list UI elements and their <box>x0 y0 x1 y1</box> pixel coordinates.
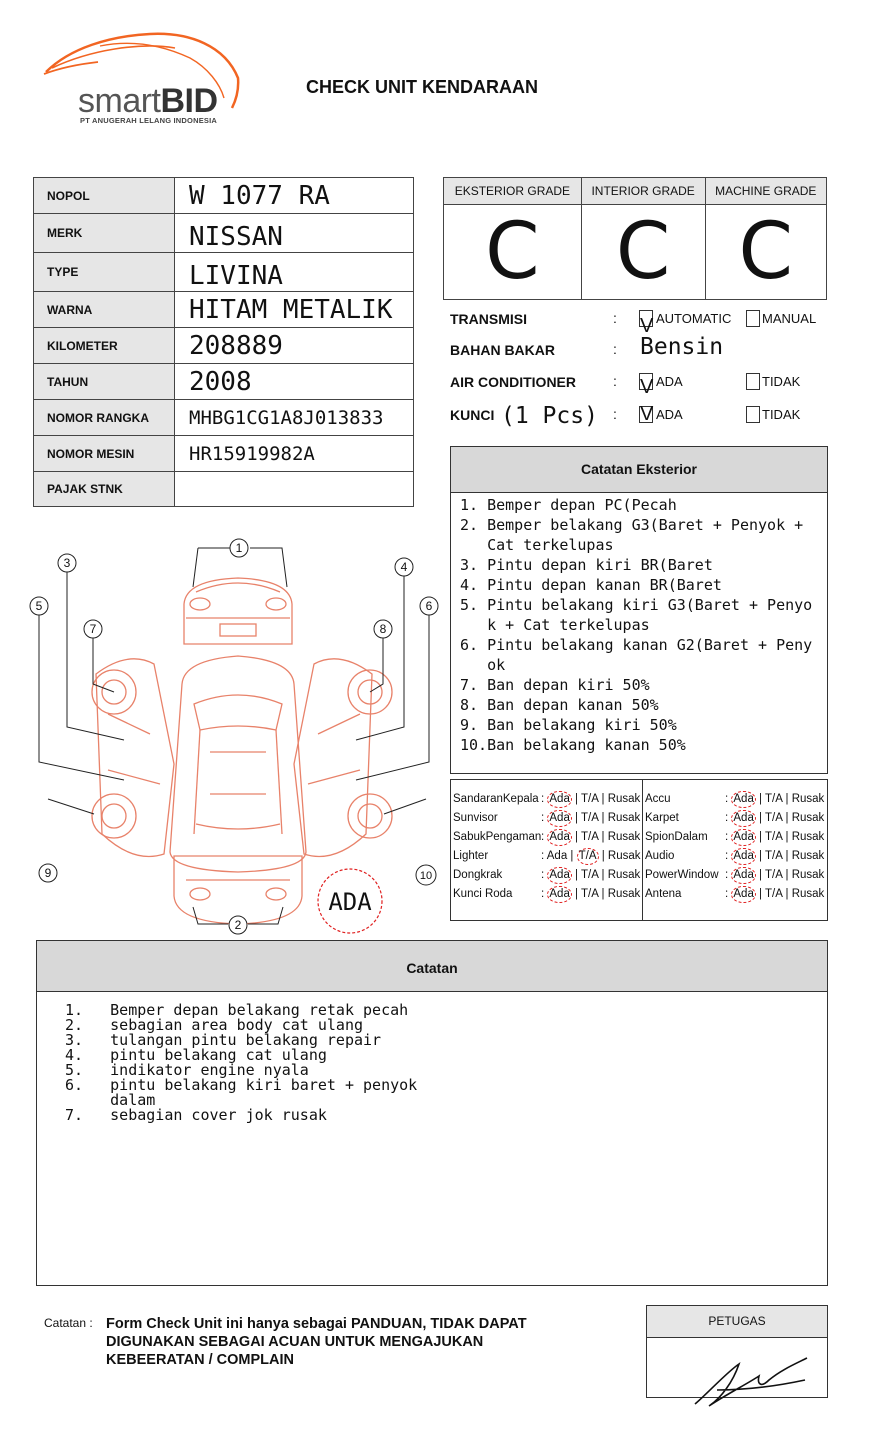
page-title: CHECK UNIT KENDARAAN <box>306 77 538 97</box>
accessory-option-rusak[interactable]: Rusak <box>791 812 825 824</box>
label-pajak: PAJAK STNK <box>34 472 175 507</box>
note-line: 7. sebagian cover jok rusak <box>65 1106 327 1124</box>
accessory-option-rusak[interactable]: Rusak <box>607 869 641 881</box>
accessory-row-right: SpionDalam : Ada | T/A | Rusak <box>645 828 825 847</box>
value-rangka: MHBG1CG1A8J013833 <box>175 400 414 436</box>
logo-wordmark: smartBID <box>78 82 218 120</box>
accessory-row-right: Audio : Ada | T/A | Rusak <box>645 847 825 866</box>
exterior-note-line: 9. Ban belakang kiri 50% <box>460 716 677 734</box>
exterior-note-line: 8. Ban depan kanan 50% <box>460 696 659 714</box>
accessories-divider <box>642 780 643 920</box>
accessory-option-ta[interactable]: T/A <box>577 848 599 865</box>
svg-text:2: 2 <box>234 918 242 932</box>
value-tahun: 2008 <box>175 364 414 400</box>
callout-leader-lines <box>39 548 429 924</box>
callout-6 <box>420 597 438 615</box>
svg-text:6: 6 <box>425 599 433 613</box>
exterior-note-line: 3. Pintu depan kiri BR(Baret <box>460 556 713 574</box>
logo-subtitle: PT ANUGERAH LELANG INDONESIA <box>80 116 217 125</box>
exterior-notes-title: Catatan Eksterior <box>451 447 827 493</box>
info-row-tahun <box>34 364 414 400</box>
callout-1 <box>230 539 248 557</box>
accessory-option-rusak[interactable]: Rusak <box>791 869 825 881</box>
accessory-row-left: SabukPengaman: Ada | T/A | Rusak <box>453 828 641 847</box>
ac-colon: : <box>613 373 617 389</box>
bahan-bakar-value: Bensin <box>640 334 724 360</box>
kunci-check-mark: V <box>640 403 654 425</box>
info-row-kilometer <box>34 328 414 364</box>
svg-text:9: 9 <box>44 866 52 880</box>
svg-text:8: 8 <box>379 622 387 636</box>
info-row-warna <box>34 292 414 328</box>
accessory-option-ta[interactable]: T/A <box>581 812 599 824</box>
notes-box <box>36 940 828 1286</box>
kunci-count: (1 Pcs) <box>501 403 598 429</box>
accessory-option-ada[interactable]: Ada <box>547 829 571 846</box>
ac-ada-label: ADA <box>656 374 683 389</box>
exterior-note-line: 7. Ban depan kiri 50% <box>460 676 650 694</box>
callout-9 <box>39 864 57 882</box>
ac-tidak-label: TIDAK <box>762 374 801 389</box>
note-line: 3. tulangan pintu belakang repair <box>65 1031 382 1049</box>
value-warna: HITAM METALIK <box>175 292 414 328</box>
label-merk: MERK <box>34 214 175 253</box>
notes-title: Catatan <box>37 941 827 992</box>
transmisi-colon: : <box>613 310 617 326</box>
accessory-option-ada[interactable]: Ada <box>731 867 755 884</box>
accessory-option-ta[interactable]: T/A <box>581 888 599 900</box>
accessory-name: SabukPengaman <box>453 831 542 843</box>
accessory-option-rusak[interactable]: Rusak <box>791 831 825 843</box>
accessory-option-rusak[interactable]: Rusak <box>791 888 825 900</box>
petugas-title: PETUGAS <box>647 1306 827 1338</box>
callout-8 <box>374 620 392 638</box>
notes-list <box>65 1003 417 1123</box>
accessory-row-right: PowerWindow : Ada | T/A | Rusak <box>645 866 825 885</box>
accessory-row-left: Sunvisor : Ada | T/A | Rusak <box>453 809 641 828</box>
note-line: 5. indikator engine nyala <box>65 1061 309 1079</box>
car-damage-diagram <box>24 534 444 938</box>
value-pajak <box>175 472 414 507</box>
callout-4 <box>395 558 413 576</box>
value-kilometer: 208889 <box>175 328 414 364</box>
accessory-option-ta[interactable]: T/A <box>581 869 599 881</box>
accessory-row-left: Kunci Roda : Ada | T/A | Rusak <box>453 885 641 904</box>
exterior-note-line: 4. Pintu depan kanan BR(Baret <box>460 576 722 594</box>
exterior-note-line: 6. Pintu belakang kanan G2(Baret + Peny <box>460 636 813 654</box>
transmisi-check-mark: V <box>640 315 654 337</box>
kunci-colon: : <box>613 406 617 422</box>
info-row-type <box>34 253 414 292</box>
accessories-right-column <box>645 790 825 904</box>
accessories-box <box>450 779 828 921</box>
exterior-note-line: 10.Ban belakang kanan 50% <box>460 736 686 754</box>
accessory-option-ta[interactable]: T/A <box>765 888 783 900</box>
exterior-note-line: 2. Bemper belakang G3(Baret + Penyok + <box>460 516 804 534</box>
accessory-option-rusak[interactable]: Rusak <box>791 793 825 805</box>
accessories-left-column <box>453 790 641 904</box>
accessory-option-ta[interactable]: T/A <box>581 831 599 843</box>
grade-label-exterior: EKSTERIOR GRADE <box>444 178 582 205</box>
accessory-option-ada[interactable]: Ada <box>731 810 755 827</box>
accessory-option-rusak[interactable]: Rusak <box>607 793 641 805</box>
accessory-name: SpionDalam <box>645 831 708 843</box>
svg-text:7: 7 <box>89 622 97 636</box>
exterior-note-line: k + Cat terkelupas <box>460 616 650 634</box>
accessory-option-rusak[interactable]: Rusak <box>607 888 641 900</box>
svg-text:5: 5 <box>35 599 43 613</box>
grade-value-exterior: C <box>444 205 582 300</box>
accessory-option-rusak[interactable]: Rusak <box>607 850 641 862</box>
callout-10 <box>416 865 436 885</box>
value-mesin: HR15919982A <box>175 436 414 472</box>
accessory-option-rusak[interactable]: Rusak <box>607 812 641 824</box>
callout-2 <box>229 916 247 934</box>
accessory-name: PowerWindow <box>645 869 719 881</box>
accessory-option-rusak[interactable]: Rusak <box>607 831 641 843</box>
accessory-row-left: SandaranKepala : Ada | T/A | Rusak <box>453 790 641 809</box>
accessory-option-ada[interactable]: Ada <box>547 810 571 827</box>
accessory-option-ada[interactable]: Ada <box>547 886 571 903</box>
accessory-option-ada[interactable]: Ada <box>547 791 571 808</box>
callout-3 <box>58 554 76 572</box>
accessory-name: Audio <box>645 850 675 862</box>
accessory-row-right: Accu : Ada | T/A | Rusak <box>645 790 825 809</box>
footer-label: Catatan : <box>44 1316 93 1330</box>
accessory-row-right: Karpet : Ada | T/A | Rusak <box>645 809 825 828</box>
grade-label-interior: INTERIOR GRADE <box>581 178 705 205</box>
grade-value-interior: C <box>581 205 705 300</box>
ac-check-mark: V <box>640 376 654 398</box>
exterior-note-line: 1. Bemper depan PC(Pecah <box>460 496 677 514</box>
note-line: 1. Bemper depan belakang retak pecah <box>65 1001 409 1019</box>
accessory-option-rusak[interactable]: Rusak <box>791 850 825 862</box>
kunci-label: KUNCI <box>450 407 495 423</box>
accessory-option-ta[interactable]: T/A <box>765 831 783 843</box>
exterior-notes-box <box>450 446 828 774</box>
svg-text:1: 1 <box>235 541 243 555</box>
transmisi-label: TRANSMISI <box>450 311 527 327</box>
accessory-option-ta[interactable]: T/A <box>765 793 783 805</box>
note-line: 4. pintu belakang cat ulang <box>65 1046 327 1064</box>
label-tahun: TAHUN <box>34 364 175 400</box>
ac-label: AIR CONDITIONER <box>450 374 576 390</box>
value-nopol: W 1077 RA <box>175 178 414 214</box>
grade-table <box>443 177 827 300</box>
accessory-option-ta[interactable]: T/A <box>765 812 783 824</box>
accessory-name: SandaranKepala <box>453 793 539 805</box>
svg-text:ADA: ADA <box>328 888 372 916</box>
accessory-name: Antena <box>645 888 682 900</box>
accessory-name: Lighter <box>453 850 489 862</box>
footer-disclaimer: Form Check Unit ini hanya sebagai PANDUAN, TIDAK DAPAT DIGUNAKAN SEBAGAI ACUAN UNTUK MENGAJUKAN KEBEERATAN / COMPLAIN <box>106 1316 527 1368</box>
info-row-nopol <box>34 178 414 214</box>
value-merk: NISSAN <box>175 214 414 253</box>
transmisi-manual-label: MANUAL <box>762 311 817 326</box>
note-line: 6. pintu belakang kiri baret + penyok <box>65 1076 418 1094</box>
callout-markers <box>30 539 438 934</box>
ac-tidak-checkbox[interactable] <box>746 373 760 395</box>
exterior-note-line: Cat terkelupas <box>460 536 614 554</box>
grade-label-machine: MACHINE GRADE <box>705 178 826 205</box>
accessory-option-ada[interactable]: Ada <box>731 791 755 808</box>
label-type: TYPE <box>34 253 175 292</box>
accessory-row-left: Lighter : Ada | T/A | Rusak <box>453 847 641 866</box>
info-row-pajak <box>34 472 414 507</box>
accessory-row-left: Dongkrak : Ada | T/A | Rusak <box>453 866 641 885</box>
bahan-bakar-colon: : <box>613 341 617 357</box>
label-rangka: NOMOR RANGKA <box>34 400 175 436</box>
signature <box>687 1354 817 1410</box>
exterior-notes-list <box>460 495 812 755</box>
accessory-option-ta[interactable]: T/A <box>765 869 783 881</box>
accessory-option-ada[interactable]: Ada <box>547 867 571 884</box>
accessory-option-ada[interactable]: Ada <box>731 829 755 846</box>
vehicle-info-table <box>33 177 414 507</box>
accessory-option-ada[interactable]: Ada <box>731 886 755 903</box>
accessory-row-right: Antena : Ada | T/A | Rusak <box>645 885 825 904</box>
accessory-option-ta[interactable]: T/A <box>765 850 783 862</box>
callout-5 <box>30 597 48 615</box>
callout-7 <box>84 620 102 638</box>
accessory-option-ada[interactable]: Ada <box>546 850 568 862</box>
accessory-name: Kunci Roda <box>453 888 513 900</box>
exterior-note-line: 5. Pintu belakang kiri G3(Baret + Penyo <box>460 596 813 614</box>
svg-text:4: 4 <box>400 560 408 574</box>
svg-text:3: 3 <box>63 556 71 570</box>
transmisi-manual-checkbox[interactable] <box>746 310 760 332</box>
kunci-tidak-checkbox[interactable] <box>746 406 760 428</box>
exterior-note-line: ok <box>460 656 506 674</box>
accessory-option-ta[interactable]: T/A <box>581 793 599 805</box>
label-nopol: NOPOL <box>34 178 175 214</box>
accessory-option-ada[interactable]: Ada <box>731 848 755 865</box>
note-line: dalam <box>65 1091 156 1109</box>
grade-value-machine: C <box>705 205 826 300</box>
kunci-tidak-label: TIDAK <box>762 407 801 422</box>
accessory-name: Karpet <box>645 812 679 824</box>
spare-tire-indicator <box>318 869 382 933</box>
info-row-merk <box>34 214 414 253</box>
accessory-name: Accu <box>645 793 671 805</box>
note-line: 2. sebagian area body cat ulang <box>65 1016 364 1034</box>
label-mesin: NOMOR MESIN <box>34 436 175 472</box>
value-type: LIVINA <box>175 253 414 292</box>
label-kilometer: KILOMETER <box>34 328 175 364</box>
bahan-bakar-label: BAHAN BAKAR <box>450 342 555 358</box>
accessory-name: Sunvisor <box>453 812 498 824</box>
transmisi-automatic-label: AUTOMATIC <box>656 311 732 326</box>
accessory-name: Dongkrak <box>453 869 503 881</box>
svg-text:10: 10 <box>419 870 433 882</box>
petugas-box <box>646 1305 828 1398</box>
kunci-ada-label: ADA <box>656 407 683 422</box>
info-row-rangka <box>34 400 414 436</box>
label-warna: WARNA <box>34 292 175 328</box>
info-row-mesin <box>34 436 414 472</box>
